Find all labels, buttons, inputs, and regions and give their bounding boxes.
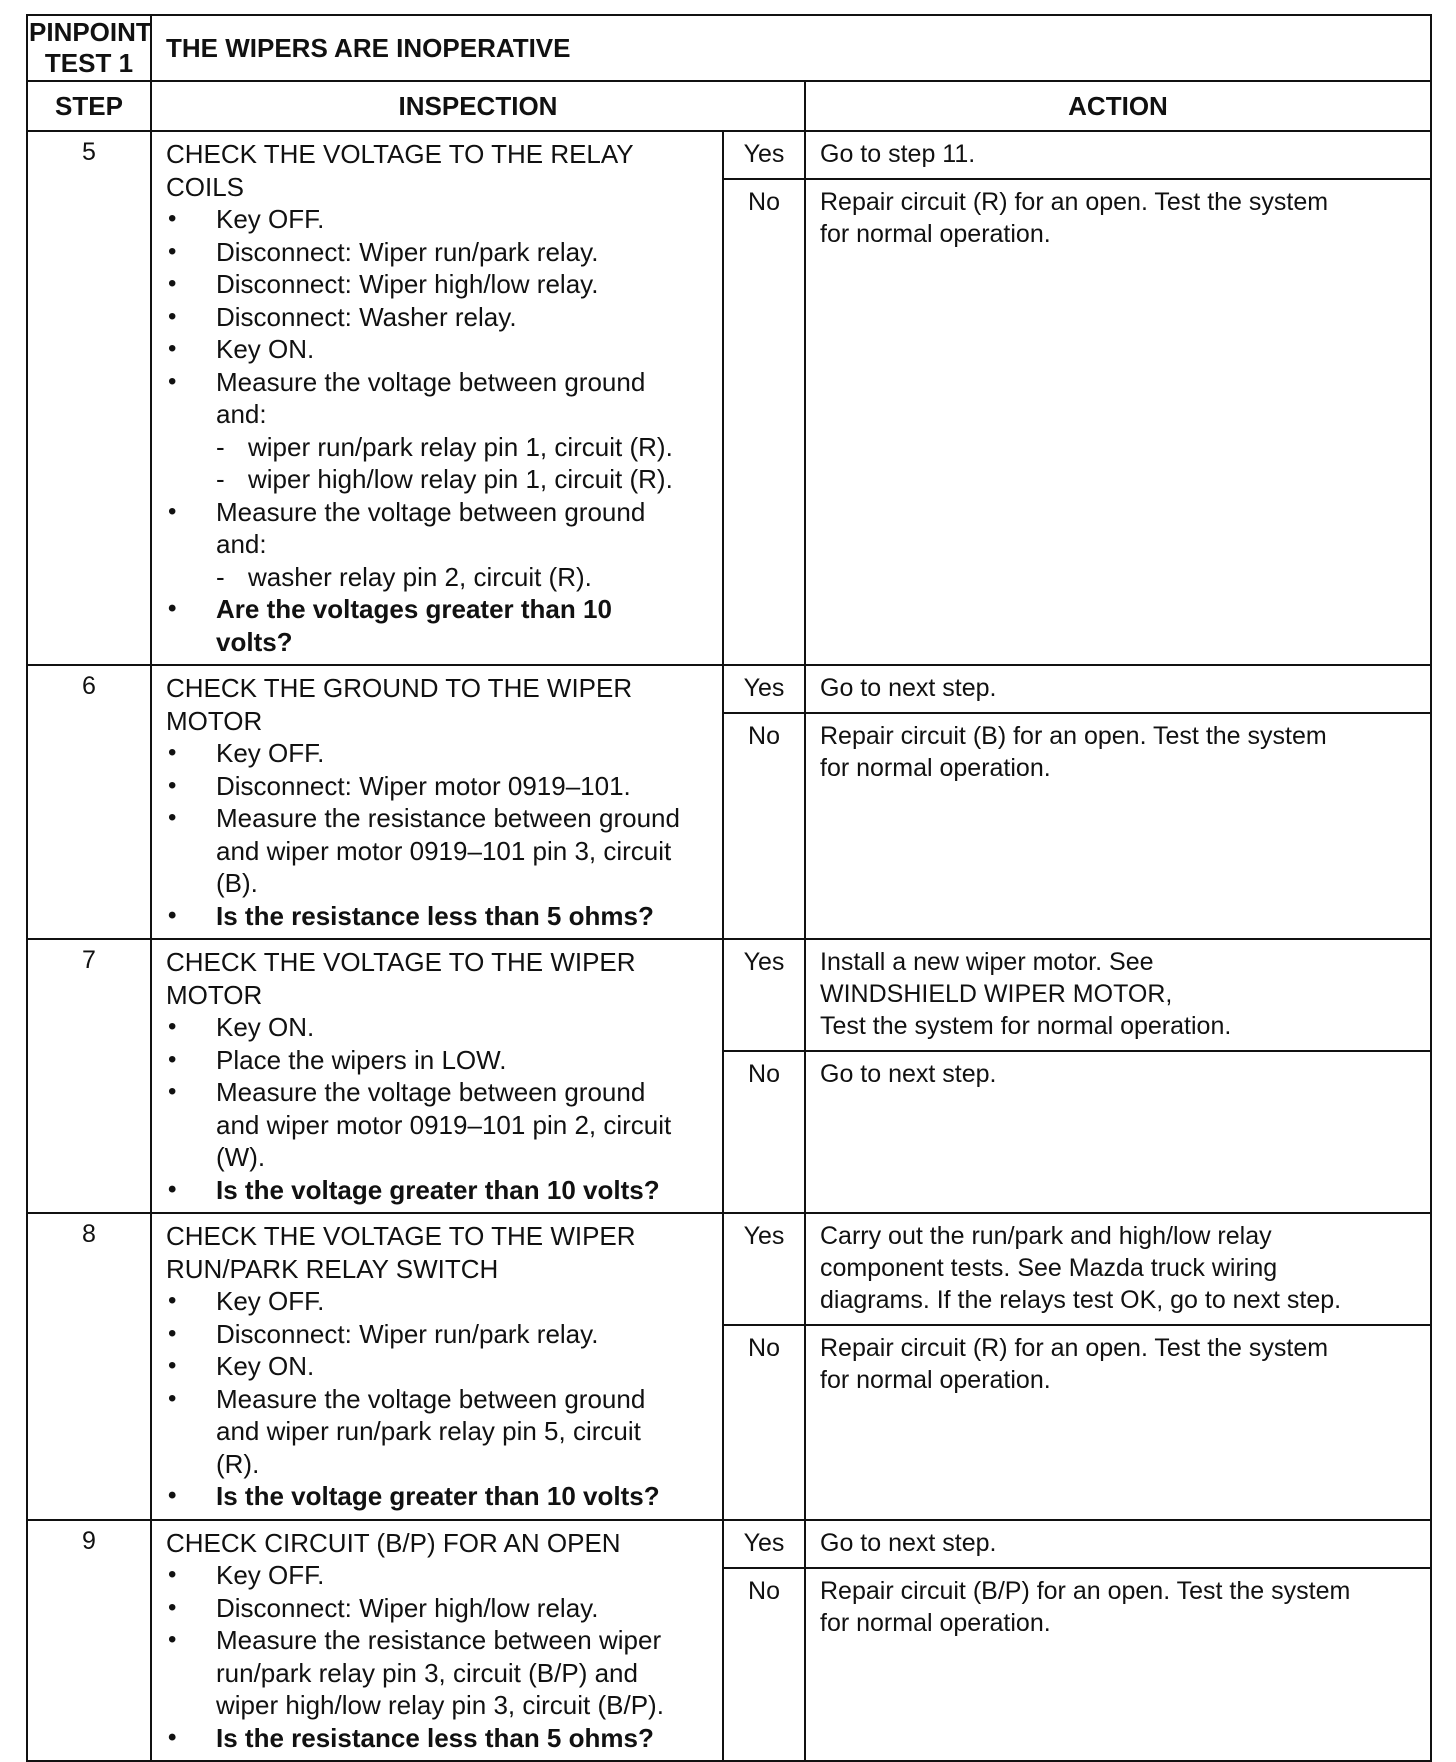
action-line: Repair circuit (B) for an open. Test the system xyxy=(820,722,1327,750)
step-7-inspection xyxy=(151,939,723,1213)
step-9-inspection xyxy=(151,1520,723,1762)
instruction-line: and: xyxy=(216,529,267,559)
step-8-inspection xyxy=(151,1213,723,1520)
sub-list xyxy=(216,431,710,496)
action-line: Test the system for normal operation. xyxy=(820,1012,1232,1040)
action-line: Carry out the run/park and high/low relay xyxy=(820,1222,1272,1250)
test-label: PINPOINT TEST 1 xyxy=(27,15,151,81)
yes-action xyxy=(805,1213,1431,1325)
instruction-line: and wiper motor 0919–101 pin 3, circuit xyxy=(216,835,672,866)
instruction-line: • Measure the voltage between ground xyxy=(216,1383,646,1414)
action-line: Repair circuit (R) for an open. Test the system xyxy=(820,188,1329,216)
yes-action: Go to next step. xyxy=(805,1520,1431,1568)
instruction-item: • Key OFF. xyxy=(166,737,710,770)
instruction-line: and wiper run/park relay pin 5, circuit xyxy=(216,1416,641,1446)
no-action xyxy=(805,1325,1431,1520)
action-line: WINDSHIELD WIPER MOTOR, xyxy=(820,980,1173,1008)
instruction-line: • Measure the voltage between ground xyxy=(216,1077,646,1107)
step-9-yes-row xyxy=(27,1520,1431,1568)
instruction-line: (W). xyxy=(216,1142,266,1172)
pinpoint-table xyxy=(26,14,1432,1762)
sub-item: - washer relay pin 2, circuit (R). xyxy=(216,561,710,594)
question-item: • Is the voltage greater than 10 volts? xyxy=(166,1174,710,1207)
instruction-line: and: xyxy=(216,399,267,429)
step-5-inspection xyxy=(151,131,723,665)
sub-item: - wiper run/park relay pin 1, circuit (R). xyxy=(216,431,710,464)
no-action: Go to next step. xyxy=(805,1051,1431,1213)
step-heading: CHECK THE VOLTAGE TO THE WIPER xyxy=(166,1221,636,1251)
step-6-yes-row xyxy=(27,665,1431,713)
instruction-line: • Measure the voltage between ground xyxy=(216,496,646,527)
instruction-line: and wiper motor 0919–101 pin 2, circuit xyxy=(216,1109,672,1140)
instruction-item xyxy=(166,1383,710,1481)
instruction-item xyxy=(166,496,710,594)
instruction-item: • Disconnect: Wiper motor 0919–101. xyxy=(166,770,710,803)
sub-list xyxy=(216,561,710,594)
question-item: • Is the voltage greater than 10 volts? xyxy=(166,1480,710,1513)
title-row xyxy=(27,15,1431,81)
step-heading: MOTOR xyxy=(166,705,263,736)
instruction-item: • Key OFF. xyxy=(166,1559,710,1592)
instruction-line: • Measure the voltage between ground xyxy=(216,366,646,397)
instruction-list xyxy=(166,1559,710,1754)
instruction-line: run/park relay pin 3, circuit (B/P) and xyxy=(216,1657,638,1688)
instruction-item: • Key OFF. xyxy=(166,203,710,236)
no-action xyxy=(805,179,1431,665)
step-number: 8 xyxy=(27,1213,151,1520)
yes-label: Yes xyxy=(723,131,805,179)
no-label: No xyxy=(723,179,805,665)
instruction-list xyxy=(166,737,710,932)
step-heading: CHECK CIRCUIT (B/P) FOR AN OPEN xyxy=(166,1527,621,1558)
question-line: • Are the voltages greater than 10 xyxy=(216,594,612,624)
yes-action: Go to step 11. xyxy=(805,131,1431,179)
instruction-line: • Measure the resistance between wiper xyxy=(216,1625,662,1655)
test-title: THE WIPERS ARE INOPERATIVE xyxy=(151,15,1431,81)
step-heading: RUN/PARK RELAY SWITCH xyxy=(166,1253,499,1284)
step-number: 6 xyxy=(27,665,151,939)
no-action xyxy=(805,713,1431,939)
instruction-item: • Place the wipers in LOW. xyxy=(166,1044,710,1077)
col-action-header: ACTION xyxy=(805,81,1431,131)
step-heading: CHECK THE GROUND TO THE WIPER xyxy=(166,673,633,703)
yes-action xyxy=(805,939,1431,1051)
instruction-item: • Disconnect: Wiper run/park relay. xyxy=(166,236,710,269)
question-item xyxy=(166,593,710,658)
action-line: diagrams. If the relays test OK, go to next step. xyxy=(820,1286,1342,1314)
instruction-list xyxy=(166,203,710,658)
step-heading: CHECK THE VOLTAGE TO THE RELAY xyxy=(166,139,634,169)
instruction-line: • Measure the resistance between ground xyxy=(216,803,680,833)
action-line: Install a new wiper motor. See xyxy=(820,948,1154,976)
instruction-item xyxy=(166,1624,710,1722)
action-line: Repair circuit (B/P) for an open. Test the system xyxy=(820,1576,1351,1605)
instruction-line: (B). xyxy=(216,868,258,898)
instruction-item: • Key ON. xyxy=(166,333,710,366)
step-number: 9 xyxy=(27,1520,151,1762)
instruction-list xyxy=(166,1011,710,1206)
step-heading: COILS xyxy=(166,171,245,202)
step-7-yes-row xyxy=(27,939,1431,1051)
instruction-line: wiper high/low relay pin 3, circuit (B/P). xyxy=(216,1690,664,1720)
instruction-item: • Disconnect: Washer relay. xyxy=(166,301,710,334)
action-line: component tests. See Mazda truck wiring xyxy=(820,1254,1278,1282)
yes-label: Yes xyxy=(723,939,805,1051)
instruction-item: • Disconnect: Wiper high/low relay. xyxy=(166,1592,710,1625)
no-label: No xyxy=(723,713,805,939)
pinpoint-test-sheet xyxy=(26,14,1430,1762)
step-6-inspection xyxy=(151,665,723,939)
instruction-item xyxy=(166,366,710,496)
step-heading: CHECK THE VOLTAGE TO THE WIPER xyxy=(166,947,636,977)
instruction-item: • Key ON. xyxy=(166,1350,710,1383)
column-header-row xyxy=(27,81,1431,131)
no-label: No xyxy=(723,1568,805,1762)
instruction-item: • Disconnect: Wiper run/park relay. xyxy=(166,1318,710,1351)
yes-label: Yes xyxy=(723,1520,805,1568)
instruction-item: • Disconnect: Wiper high/low relay. xyxy=(166,268,710,301)
action-line: for normal operation. xyxy=(820,220,1051,248)
instruction-item xyxy=(166,1076,710,1174)
action-line: for normal operation. xyxy=(820,1608,1051,1637)
question-item: • Is the resistance less than 5 ohms? xyxy=(166,900,710,933)
sub-item: - wiper high/low relay pin 1, circuit (R). xyxy=(216,463,710,496)
step-number: 7 xyxy=(27,939,151,1213)
instruction-item: • Key ON. xyxy=(166,1011,710,1044)
no-action xyxy=(805,1568,1431,1762)
step-heading: MOTOR xyxy=(166,979,263,1010)
step-8-yes-row xyxy=(27,1213,1431,1325)
question-item: • Is the resistance less than 5 ohms? xyxy=(166,1722,710,1755)
no-label: No xyxy=(723,1051,805,1213)
yes-label: Yes xyxy=(723,665,805,713)
yes-action: Go to next step. xyxy=(805,665,1431,713)
instruction-list xyxy=(166,1285,710,1513)
step-number: 5 xyxy=(27,131,151,665)
col-step-header: STEP xyxy=(27,81,151,131)
action-line: for normal operation. xyxy=(820,754,1051,782)
no-label: No xyxy=(723,1325,805,1520)
question-line: volts? xyxy=(216,626,293,657)
step-5-yes-row xyxy=(27,131,1431,179)
action-line: for normal operation. xyxy=(820,1366,1051,1394)
instruction-item xyxy=(166,802,710,900)
yes-label: Yes xyxy=(723,1213,805,1325)
instruction-line: (R). xyxy=(216,1448,260,1479)
action-line: Repair circuit (R) for an open. Test the system xyxy=(820,1334,1329,1362)
col-inspection-header: INSPECTION xyxy=(151,81,805,131)
instruction-item: • Key OFF. xyxy=(166,1285,710,1318)
